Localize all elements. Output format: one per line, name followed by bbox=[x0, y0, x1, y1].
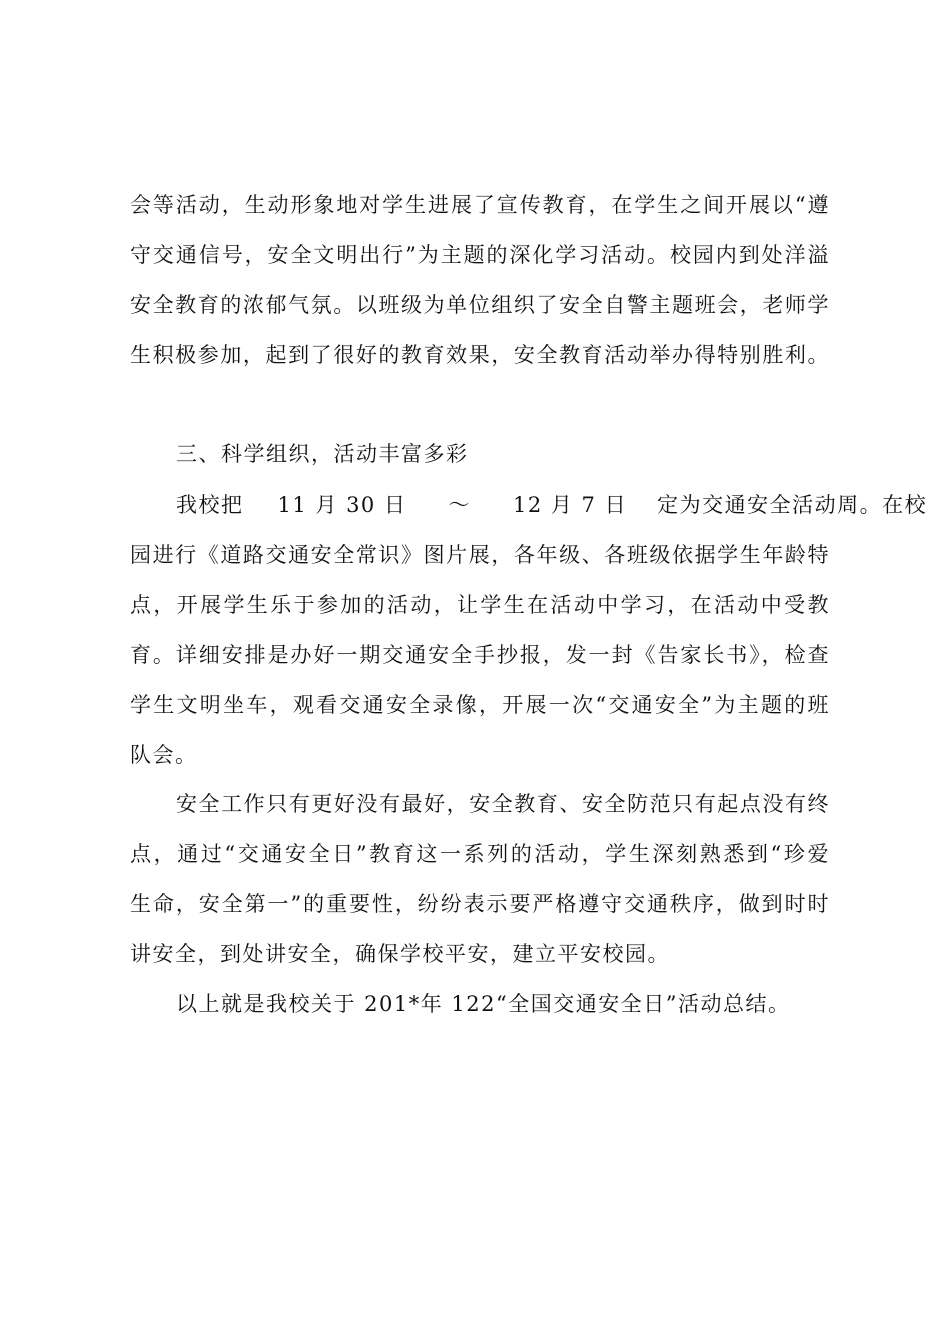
p2-date-start: 11 月 30 日 bbox=[277, 493, 407, 517]
paragraph-2-line-5: 学生文明坐车，观看交通安全录像，开展一次“交通安全”为主题的班 bbox=[130, 693, 830, 717]
paragraph-3-line-4: 讲安全，到处讲安全，确保学校平安，建立平安校园。 bbox=[130, 942, 670, 966]
paragraph-3-line-2: 点，通过“交通安全日”教育这一系列的活动，学生深刻熟悉到“珍爱 bbox=[130, 842, 830, 866]
paragraph-2-line-6: 队会。 bbox=[130, 743, 198, 767]
paragraph-3-line-1: 安全工作只有更好没有最好，安全教育、安全防范只有起点没有终 bbox=[176, 792, 830, 816]
paragraph-1-line-1: 会等活动，生动形象地对学生进展了宣传教育，在学生之间开展以“遵 bbox=[130, 193, 830, 217]
section-heading-3: 三、科学组织，活动丰富多彩 bbox=[176, 442, 469, 466]
paragraph-2-line-1 bbox=[176, 491, 928, 519]
paragraph-2-line-2: 园进行《道路交通安全常识》图片展，各年级、各班级依据学生年龄特 bbox=[130, 543, 830, 567]
p2-date-end: 12 月 7 日 bbox=[512, 493, 628, 517]
paragraph-4-line-1: 以上就是我校关于 201*年 122“全国交通安全日”活动总结。 bbox=[176, 992, 791, 1016]
paragraph-2-line-4: 育。详细安排是办好一期交通安全手抄报，发一封《告家长书》，检查 bbox=[130, 643, 830, 667]
paragraph-1-line-4: 生积极参加，起到了很好的教育效果，安全教育活动举办得特别胜利。 bbox=[130, 343, 830, 367]
paragraph-1-line-2: 守交通信号，安全文明出行”为主题的深化学习活动。校园内到处洋溢 bbox=[130, 243, 830, 267]
paragraph-1-line-3: 安全教育的浓郁气氛。以班级为单位组织了安全自警主题班会，老师学 bbox=[130, 293, 830, 317]
p2-suffix: 定为交通安全活动周。在校 bbox=[657, 493, 928, 517]
paragraph-3-line-3: 生命，安全第一”的重要性，纷纷表示要严格遵守交通秩序，做到时时 bbox=[130, 892, 830, 916]
paragraph-2-line-3: 点，开展学生乐于参加的活动，让学生在活动中学习，在活动中受教 bbox=[130, 593, 830, 617]
p2-prefix: 我校把 bbox=[176, 493, 244, 517]
p2-tilde: ～ bbox=[448, 493, 471, 517]
